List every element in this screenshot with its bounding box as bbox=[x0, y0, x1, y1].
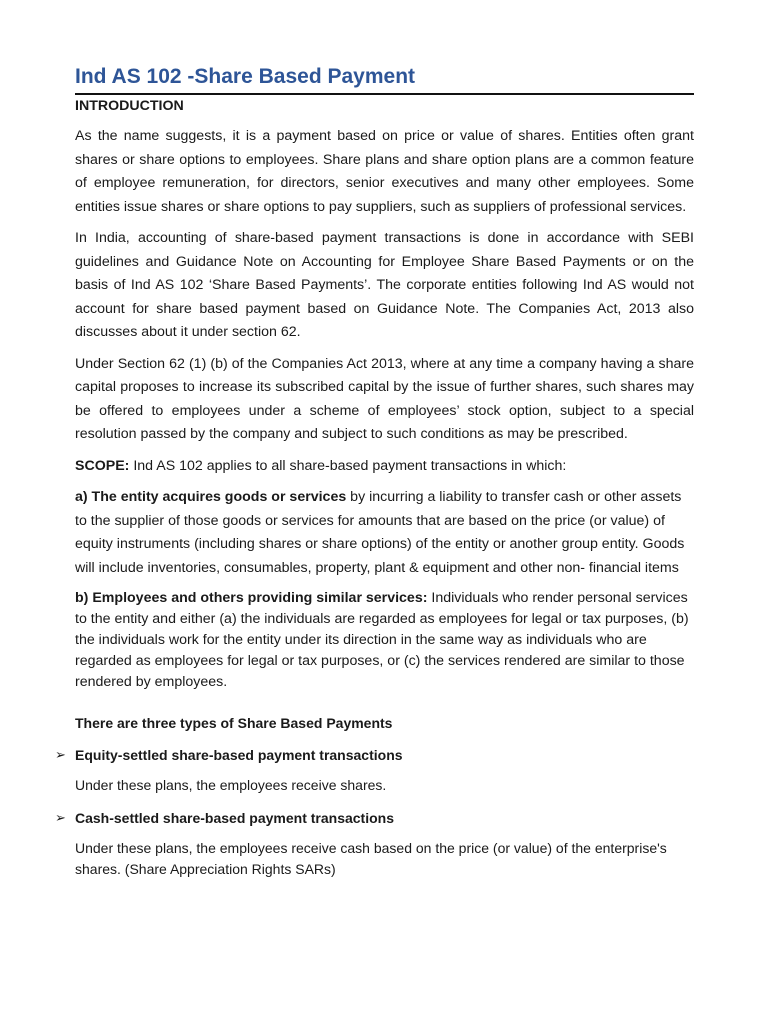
paragraph-india-accounting: In India, accounting of share-based payment transactions is done in accordance with SEBI guidelines and Guidance Note on Accounting for Employee Share Based Payments or on the basis of Ind AS 102 ‘Share Based Payments’. The corporate entities following Ind AS would not account for share based payment based on Guidance Note. The Companies Act, 2013 also discusses about it under section 62. bbox=[75, 230, 694, 340]
bullet-cash-settled bbox=[55, 808, 694, 828]
types-heading: There are three types of Share Based Payments bbox=[75, 715, 393, 731]
paragraph-section-62: Under Section 62 (1) (b) of the Companies Act 2013, where at any time a company having a share capital proposes to increase its subscribed capital by the issue of further shares, such shares may be offered to employees under a scheme of employees’ stock option, subject to a special resolution passed by the company and subject to such conditions as may be prescribed. bbox=[75, 355, 694, 442]
item-b-text: Individuals who render personal services to the entity and either (a) the individuals are regarded as employees for legal or tax purposes, (b) the individuals work for the entity under its direction in the same way as individuals who are regarded as employees for legal or tax purposes, or (c) the services rendered are similar to those rendered by employees. bbox=[75, 590, 689, 690]
item-b-label: b) Employees and others providing similar services: bbox=[75, 590, 428, 606]
scope-label: SCOPE: bbox=[75, 457, 130, 474]
title-underline bbox=[75, 93, 694, 95]
introduction-heading: INTRODUCTION bbox=[75, 98, 184, 114]
arrow-bullet-icon: ➢ bbox=[55, 810, 66, 825]
arrow-bullet-icon: ➢ bbox=[55, 747, 66, 762]
bullet-equity-settled bbox=[55, 745, 694, 765]
bullet-title: Cash-settled share-based payment transactions bbox=[75, 810, 394, 826]
bullet-body: Under these plans, the employees receive shares. bbox=[75, 777, 387, 793]
bullet-title: Equity-settled share-based payment transactions bbox=[75, 747, 403, 763]
scope-text: Ind AS 102 applies to all share-based payment transactions in which: bbox=[129, 457, 567, 474]
page-title: Ind AS 102 -Share Based Payment bbox=[75, 65, 416, 88]
paragraph-scope bbox=[75, 455, 694, 479]
item-a-text: by incurring a liability to transfer cash or other assets to the supplier of those goods or services for amounts that are based on the price (or value) of equity instruments (including shares or share options) of the entity or another group entity. Goods will include inventories, consumables, property, plant & equipment and other non- financial items bbox=[75, 489, 685, 576]
paragraph-intro: As the name suggests, it is a payment based on price or value of shares. Entities often grant shares or share options to employees. Share plans and share option plans are a common feature of employee remuneration, for directors, senior executives and many other employees. Some entities issue shares or share options to pay suppliers, such as suppliers of professional services. bbox=[75, 128, 694, 215]
paragraph-item-a bbox=[75, 486, 694, 580]
bullet-body: Under these plans, the employees receive cash based on the price (or value) of the enterprise's shares. (Share Appreciation Rights SARs) bbox=[75, 840, 667, 877]
item-a-label: a) The entity acquires goods or services bbox=[75, 489, 347, 505]
paragraph-item-b bbox=[75, 588, 694, 693]
